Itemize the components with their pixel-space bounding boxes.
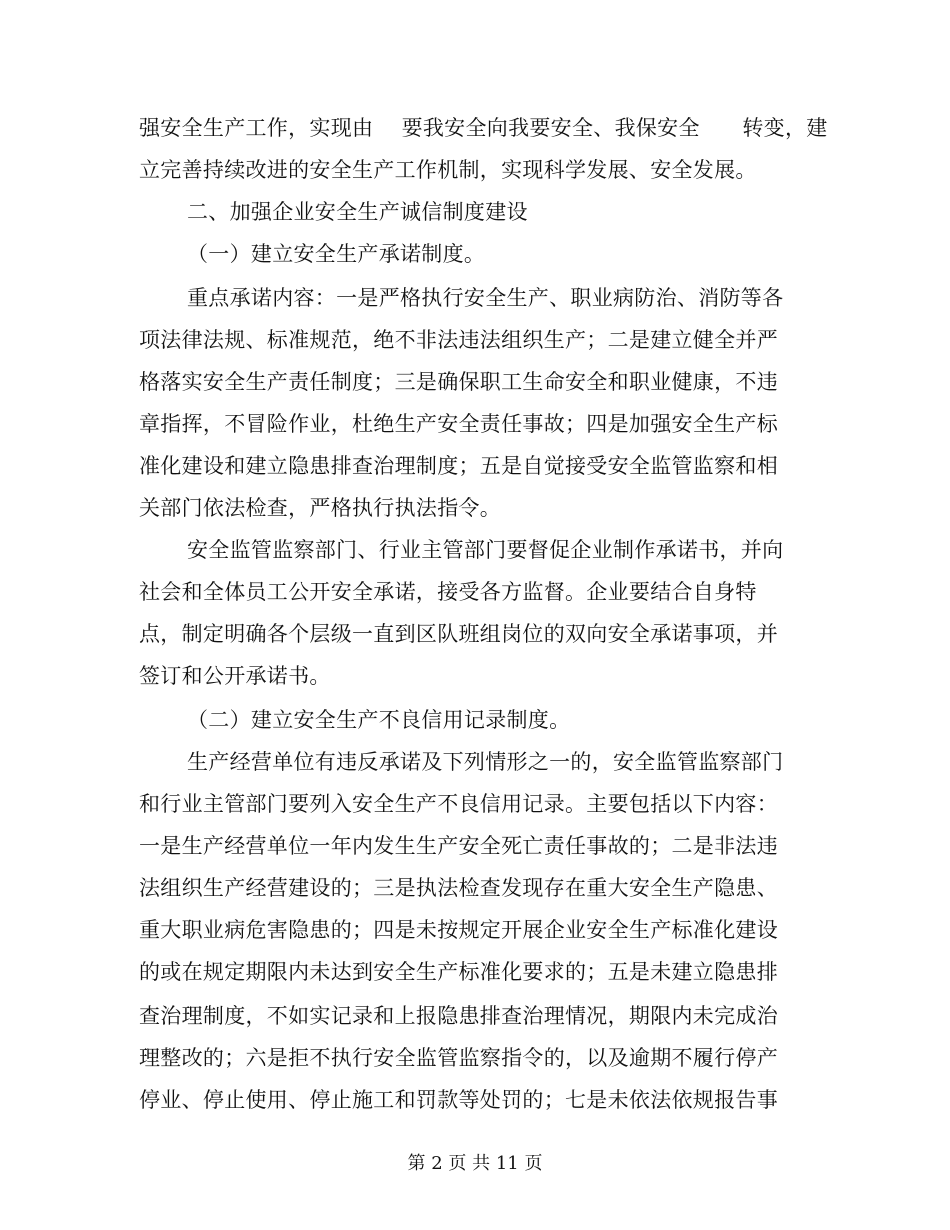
body-text-line: 点，制定明确各个层级一直到区队班组岗位的双向安全承诺事项，并 [139, 622, 778, 646]
body-text-line: 社会和全体员工公开安全承诺，接受各方监督。企业要结合自身特 [139, 580, 757, 604]
body-text-line: 格落实安全生产责任制度；三是确保职工生命安全和职业健康，不违 [139, 370, 778, 394]
body-text-line: 停业、停止使用、停止施工和罚款等处罚的；七是未依法依规报告事 [139, 1088, 778, 1112]
body-text-line: 关部门依法检查，严格执行执法指令。 [139, 496, 502, 520]
body-text-line: 查治理制度，不如实记录和上报隐患排查治理情况，期限内未完成治 [139, 1004, 778, 1028]
body-text-line: 章指挥，不冒险作业，杜绝生产安全责任事故；四是加强安全生产标 [139, 412, 778, 436]
body-text-line: 准化建设和建立隐患排查治理制度；五是自觉接受安全监管监察和相 [139, 454, 778, 478]
body-text-line: 生产经营单位有违反承诺及下列情形之一的，安全监管监察部门 [187, 750, 784, 774]
body-text-line: 强安全生产工作，实现由 要我安全向我要安全、我保安全 转变，建 [139, 116, 828, 140]
subsection-heading: （一）建立安全生产承诺制度。 [187, 242, 486, 266]
body-text-line: 重大职业病危害隐患的；四是未按规定开展企业安全生产标准化建设 [139, 918, 778, 942]
body-text-line: 签订和公开承诺书。 [139, 664, 331, 688]
body-text-line: 项法律法规、标准规范，绝不非法违法组织生产；二是建立健全并严 [139, 328, 778, 352]
subsection-heading: （二）建立安全生产不良信用记录制度。 [187, 708, 571, 732]
page-number-footer: 第 2 页 共 11 页 [407, 1153, 543, 1174]
body-text-line: 的或在规定期限内未达到安全生产标准化要求的；五是未建立隐患排 [139, 960, 778, 984]
body-text-line: 理整改的；六是拒不执行安全监管监察指令的，以及逾期不履行停产 [139, 1046, 778, 1070]
body-text-line: 法组织生产经营建设的；三是执法检查发现存在重大安全生产隐患、 [139, 876, 778, 900]
body-text-line: 一是生产经营单位一年内发生生产安全死亡责任事故的；二是非法违 [139, 834, 778, 858]
section-heading: 二、加强企业安全生产诚信制度建设 [187, 200, 528, 224]
body-text-line: 安全监管监察部门、行业主管部门要督促企业制作承诺书，并向 [187, 538, 784, 562]
body-text-line: 立完善持续改进的安全生产工作机制，实现科学发展、安全发展。 [139, 158, 757, 182]
body-text-line: 和行业主管部门要列入安全生产不良信用记录。主要包括以下内容： [139, 792, 778, 816]
body-text-line: 重点承诺内容：一是严格执行安全生产、职业病防治、消防等各 [187, 286, 784, 310]
